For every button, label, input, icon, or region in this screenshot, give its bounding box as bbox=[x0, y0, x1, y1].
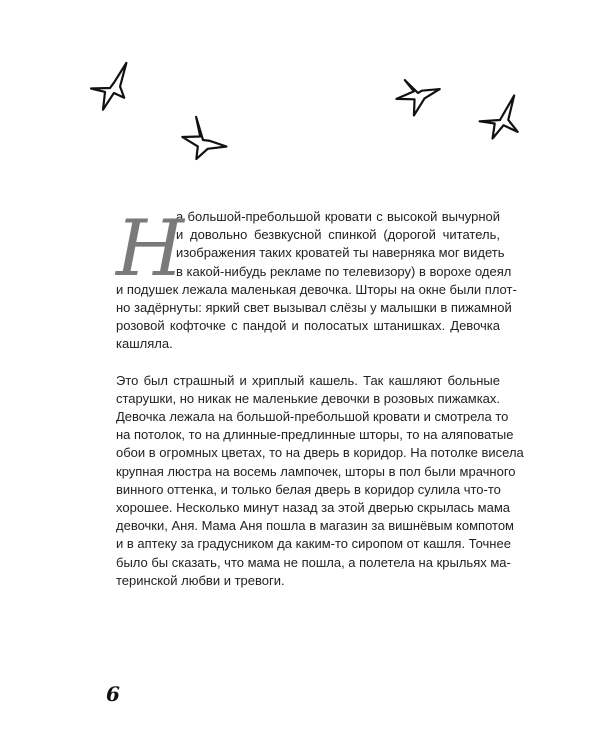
text-line: и подушек лежала маленькая девочка. Шторы на окне были плот- bbox=[116, 281, 517, 297]
text-line: девочки, Аня. Мама Аня пошла в магазин за вишнёвым компотом bbox=[116, 518, 514, 534]
drop-cap: Н bbox=[116, 204, 185, 294]
text-line: теринской любви и тревоги. bbox=[116, 572, 285, 588]
text-line: крупная люстра на восемь лампочек, шторы в пол были мрачного bbox=[116, 463, 516, 479]
text-line: обои в огромных цветах, то на дверь в коридор. На потолке висела bbox=[116, 445, 524, 461]
text-line: и в аптеку за градусником да каким-то сиропом от кашля. Точнее bbox=[116, 536, 511, 552]
text-line: хорошее. Несколько минут назад за этой дверью скрылась мама bbox=[116, 500, 510, 516]
page-number: 6 bbox=[106, 682, 120, 706]
text-line: Девочка лежала на большой-пребольшой кровати и смотрела то bbox=[116, 409, 509, 425]
bird-icon bbox=[87, 63, 139, 111]
text-line: изображения таких кроватей ты наверняка мог видеть bbox=[176, 245, 505, 261]
text-line: но задёрнуты: яркий свет вызывал слёзы у малышки в пижамной bbox=[116, 300, 512, 316]
birds-illustration bbox=[0, 0, 600, 200]
text-line: в какой-нибудь рекламе по телевизору) в ворохе одеял bbox=[176, 263, 512, 279]
text-line: а большой-пребольшой кровати с высокой вычурной bbox=[176, 209, 500, 224]
bird-icon bbox=[476, 96, 524, 141]
text-line: старушки, но никак не маленькие девочки в розовых пижамках. bbox=[116, 390, 501, 406]
text-block bbox=[116, 204, 524, 590]
paragraph-2 bbox=[116, 372, 524, 590]
bird-icon bbox=[176, 115, 232, 168]
text-line: кашляла. bbox=[116, 336, 173, 352]
text-line: и довольно безвкусной спинкой (дорогой читатель, bbox=[176, 227, 500, 243]
paragraph-1 bbox=[116, 204, 517, 354]
text-line: винного оттенка, и только белая дверь в коридор сулила что-то bbox=[116, 481, 501, 497]
text-line: розовой кофточке с пандой и полосатых штанишках. Девочка bbox=[116, 318, 500, 334]
bird-icon bbox=[395, 77, 442, 117]
text-line: было бы сказать, что мама не пошла, а полетела на крыльях ма- bbox=[116, 554, 511, 570]
text-line: на потолок, то на длинные-предлинные шторы, то на аляповатые bbox=[116, 427, 514, 443]
text-line: Это был страшный и хриплый кашель. Так кашляют больные bbox=[116, 372, 500, 388]
